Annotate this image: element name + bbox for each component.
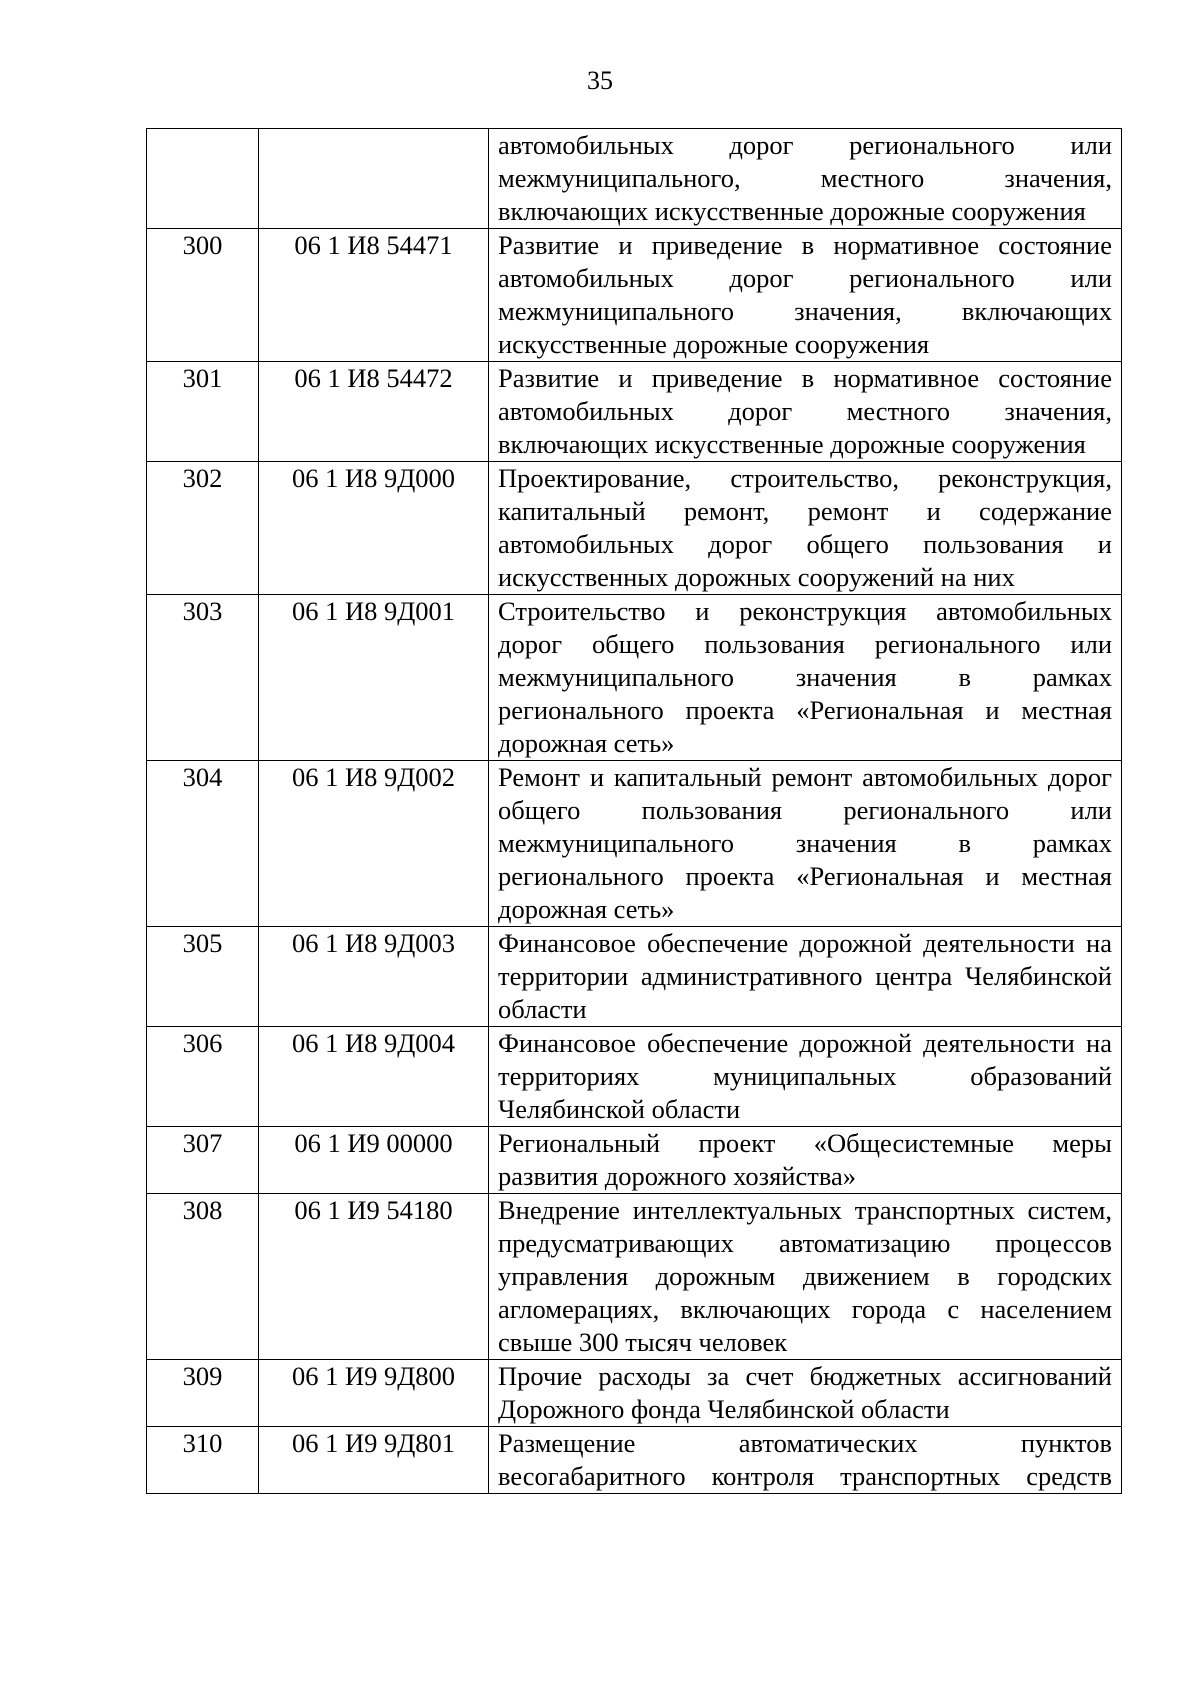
table-row <box>147 1027 1122 1127</box>
table-row <box>147 362 1122 462</box>
table-row <box>147 595 1122 761</box>
row-description: автомобильных дорог регионального или межмуниципального, местного значения, включающих искусственные дорожные сооружения <box>489 129 1122 229</box>
budget-code: 06 1 И8 9Д001 <box>259 595 489 761</box>
table-row <box>147 761 1122 927</box>
table-row <box>147 462 1122 595</box>
row-number: 307 <box>147 1127 259 1194</box>
table-row <box>147 1127 1122 1194</box>
row-number: 308 <box>147 1194 259 1360</box>
row-number: 305 <box>147 927 259 1027</box>
row-number: 302 <box>147 462 259 595</box>
budget-code: 06 1 И8 9Д000 <box>259 462 489 595</box>
row-description: Развитие и приведение в нормативное состояние автомобильных дорог местного значения, включающих искусственные дорожные сооружения <box>489 362 1122 462</box>
table-row <box>147 1427 1122 1494</box>
row-description: Проектирование, строительство, реконструкция, капитальный ремонт, ремонт и содержание автомобильных дорог общего пользования и искусственных дорожных сооружений на них <box>489 462 1122 595</box>
table-row <box>147 1360 1122 1427</box>
row-number: 310 <box>147 1427 259 1494</box>
budget-code: 06 1 И8 54471 <box>259 229 489 362</box>
table-row <box>147 927 1122 1027</box>
budget-code: 06 1 И8 9Д004 <box>259 1027 489 1127</box>
row-description: Строительство и реконструкция автомобильных дорог общего пользования регионального или межмуниципального значения в рамках регионального проекта «Региональная и местная дорожная сеть» <box>489 595 1122 761</box>
page-number: 35 <box>587 66 613 95</box>
budget-codes-table <box>146 128 1122 1494</box>
row-description: Финансовое обеспечение дорожной деятельности на территории административного центра Челябинской области <box>489 927 1122 1027</box>
row-description: Региональный проект «Общесистемные меры развития дорожного хозяйства» <box>489 1127 1122 1194</box>
row-number: 306 <box>147 1027 259 1127</box>
row-description: Ремонт и капитальный ремонт автомобильных дорог общего пользования регионального или межмуниципального значения в рамках регионального проекта «Региональная и местная дорожная сеть» <box>489 761 1122 927</box>
row-number: 301 <box>147 362 259 462</box>
row-description: Развитие и приведение в нормативное состояние автомобильных дорог регионального или межмуниципального значения, включающих искусственные дорожные сооружения <box>489 229 1122 362</box>
row-description: Прочие расходы за счет бюджетных ассигнований Дорожного фонда Челябинской области <box>489 1360 1122 1427</box>
row-number: 303 <box>147 595 259 761</box>
row-description: Финансовое обеспечение дорожной деятельности на территориях муниципальных образований Челябинской области <box>489 1027 1122 1127</box>
table-row <box>147 1194 1122 1360</box>
row-number: 300 <box>147 229 259 362</box>
row-description: Размещение автоматических пунктов весогабаритного контроля транспортных средств <box>489 1427 1122 1494</box>
row-description: Внедрение интеллектуальных транспортных систем, предусматривающих автоматизацию процессов управления дорожным движением в городских агломерациях, включающих города с населением свыше 300 тысяч человек <box>489 1194 1122 1360</box>
budget-code: 06 1 И9 9Д800 <box>259 1360 489 1427</box>
table-row <box>147 229 1122 362</box>
budget-code: 06 1 И9 00000 <box>259 1127 489 1194</box>
budget-code: 06 1 И9 54180 <box>259 1194 489 1360</box>
row-number: 304 <box>147 761 259 927</box>
budget-code: 06 1 И8 9Д003 <box>259 927 489 1027</box>
budget-code: 06 1 И9 9Д801 <box>259 1427 489 1494</box>
row-number <box>147 129 259 229</box>
budget-code: 06 1 И8 54472 <box>259 362 489 462</box>
budget-code: 06 1 И8 9Д002 <box>259 761 489 927</box>
budget-code <box>259 129 489 229</box>
row-number: 309 <box>147 1360 259 1427</box>
table-row <box>147 129 1122 229</box>
